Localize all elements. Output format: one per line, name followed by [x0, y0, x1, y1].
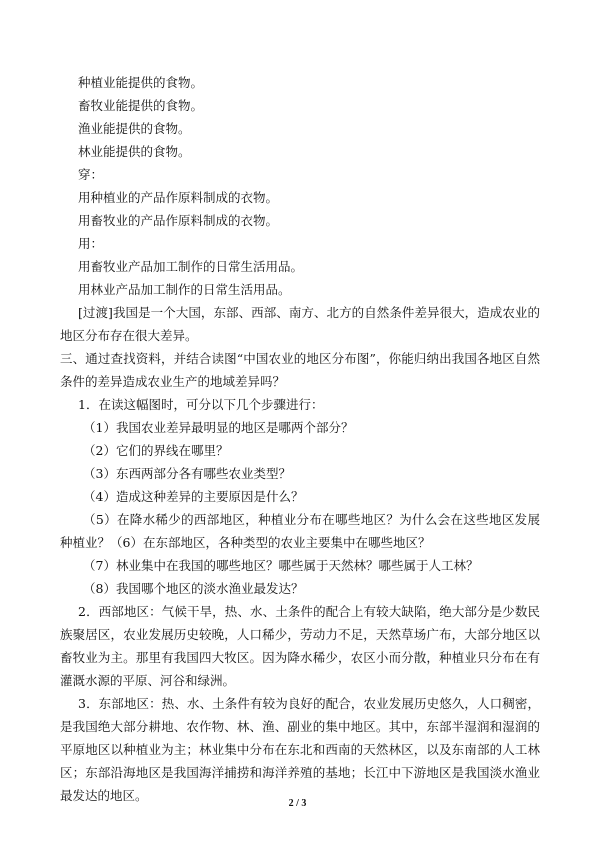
document-body	[60, 71, 540, 807]
section-three-heading: 三、通过查找资料，并结合读图“中国农业的地区分布图”，你能归纳出我国各地区自然条件的差异造成农业生产的地域差异吗？	[60, 351, 540, 389]
question-item: （7）林业集中在我国的哪些地区？哪些属于天然林？哪些属于人工林？	[83, 558, 479, 573]
text-line: 用种植业的产品作原料制成的衣物。	[78, 190, 279, 205]
text-line: 用畜牧业产品加工制作的日常生活用品。	[78, 259, 304, 274]
text-line: 用：	[78, 236, 104, 251]
step-one-intro: 1．在读这幅图时，可分以下几个步骤进行：	[78, 397, 324, 412]
transition-paragraph: [过渡]我国是一个大国，东部、西部、南方、北方的自然条件差异很大，造成农业的地区分布存在很大差异。	[60, 305, 540, 343]
text-line: 畜牧业能提供的食物。	[78, 98, 204, 113]
question-item: （5）在降水稀少的西部地区，种植业分布在哪些地区？为什么会在这些地区发展种植业？（6）在东部地区，各种类型的农业主要集中在哪些地区？	[60, 512, 540, 550]
question-item: （2）它们的界线在哪里？	[83, 443, 229, 458]
question-item: （4）造成这种差异的主要原因是什么？	[83, 489, 304, 504]
text-line: 用林业产品加工制作的日常生活用品。	[78, 282, 291, 297]
west-region-paragraph: 2．西部地区：气候干旱，热、水、土条件的配合上有较大缺陷，绝大部分是少数民族聚居区，农业发展历史较晚，人口稀少，劳动力不足，天然草场广布，大部分地区以畜牧业为主。那里有我国四大牧区。因为降水稀少，农区小而分散，种植业只分布在有灌溉水源的平原、河谷和绿洲。	[60, 604, 540, 688]
text-line: 穿：	[78, 167, 104, 182]
question-item: （8）我国哪个地区的淡水渔业最发达？	[83, 581, 304, 596]
east-region-paragraph: 3．东部地区：热、水、土条件有较为良好的配合，农业发展历史悠久，人口稠密，是我国绝大部分耕地、农作物、林、渔、副业的集中地区。其中，东部半湿润和湿润的平原地区以种植业为主；林业集中分布在东北和西南的天然林区，以及东南部的人工林区；东部沿海地区是我国海洋捕捞和海洋养殖的基地；长江中下游地区是我国淡水渔业最发达的地区。	[60, 696, 540, 803]
text-line: 林业能提供的食物。	[78, 144, 191, 159]
page-number: 2 / 3	[288, 798, 307, 809]
question-item: （3）东西两部分各有哪些农业类型？	[83, 466, 291, 481]
question-item: （1）我国农业差异最明显的地区是哪两个部分？	[83, 420, 354, 435]
text-line: 用畜牧业的产品作原料制成的衣物。	[78, 213, 279, 228]
text-line: 渔业能提供的食物。	[78, 121, 191, 136]
text-line: 种植业能提供的食物。	[78, 75, 204, 90]
